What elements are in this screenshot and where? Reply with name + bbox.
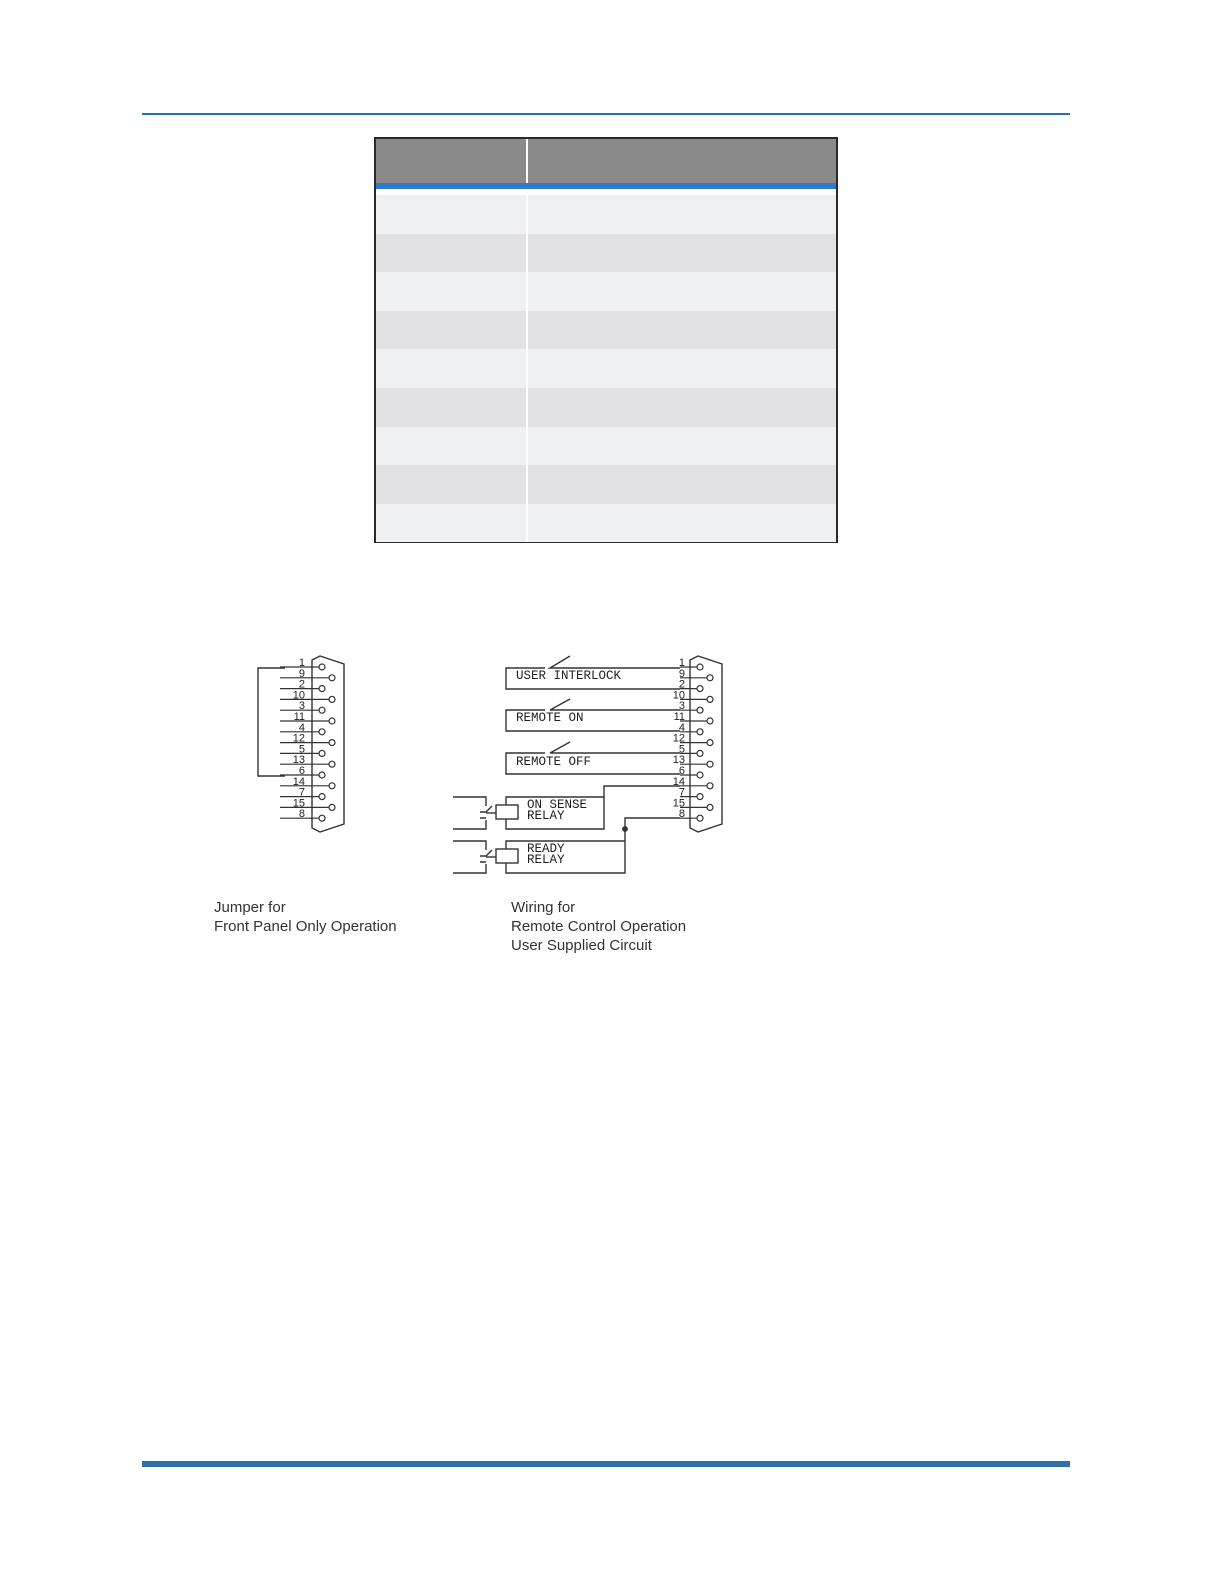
label-ready: READY — [527, 842, 565, 856]
caption-wiring — [511, 898, 686, 955]
right-pin-label: 15 — [672, 797, 685, 810]
left-pin-label: 4 — [298, 721, 305, 734]
left-pin-label: 2 — [298, 678, 305, 691]
right-pin-label: 6 — [678, 765, 685, 777]
left-pin-label: 15 — [292, 797, 305, 810]
right-pin-label: 10 — [672, 689, 685, 702]
caption-jumper-line-1: Jumper for — [214, 899, 286, 916]
right-pin-label: 11 — [673, 711, 685, 723]
label-on-sense: ON SENSE — [527, 798, 588, 812]
left-pin-label: 3 — [298, 700, 305, 713]
left-pin-label: 7 — [298, 786, 305, 799]
left-pin-label: 14 — [292, 775, 305, 788]
right-pin-label: 5 — [678, 743, 685, 756]
caption-wiring-line-3: User Supplied Circuit — [511, 937, 652, 954]
left-pin-label: 6 — [298, 765, 305, 777]
left-pin-label: 13 — [292, 754, 305, 767]
left-pin-label: 8 — [298, 808, 305, 821]
left-pin-label: 10 — [292, 689, 305, 702]
right-pin-label: 8 — [678, 808, 685, 821]
left-connector-shell — [312, 656, 344, 832]
right-db15-connector — [673, 656, 722, 832]
left-pin-label: 11 — [293, 711, 305, 723]
left-pin-label: 1 — [298, 657, 305, 669]
label-remote-on: REMOTE ON — [516, 711, 584, 725]
right-pin-label: 4 — [678, 721, 685, 734]
caption-jumper — [214, 898, 397, 936]
caption-wiring-line-1: Wiring for — [511, 899, 576, 916]
left-db15-connector — [280, 656, 344, 832]
left-pin-label: 12 — [292, 732, 305, 745]
footer-rule — [142, 1461, 1070, 1467]
jumper-wire — [258, 668, 285, 776]
right-pin-label: 9 — [678, 667, 685, 680]
ready-relay — [453, 818, 680, 873]
right-pin-label: 12 — [672, 732, 685, 745]
right-pin-label: 1 — [678, 657, 685, 669]
left-pin-label: 9 — [298, 667, 305, 680]
right-pin-label: 2 — [678, 678, 685, 691]
left-pin-label: 5 — [298, 743, 305, 756]
right-pin-label: 7 — [678, 786, 685, 799]
right-pin-label: 3 — [678, 700, 685, 713]
caption-jumper-line-2: Front Panel Only Operation — [214, 918, 397, 935]
label-on-sense-relay: RELAY — [527, 809, 565, 823]
label-ready-relay: RELAY — [527, 853, 565, 867]
right-connector-shell — [690, 656, 722, 832]
label-remote-off: REMOTE OFF — [516, 755, 592, 769]
label-user-interlock: USER INTERLOCK — [516, 669, 622, 683]
right-pin-label: 13 — [672, 754, 685, 767]
right-pin-label: 14 — [672, 775, 685, 788]
caption-wiring-line-2: Remote Control Operation — [511, 918, 687, 935]
